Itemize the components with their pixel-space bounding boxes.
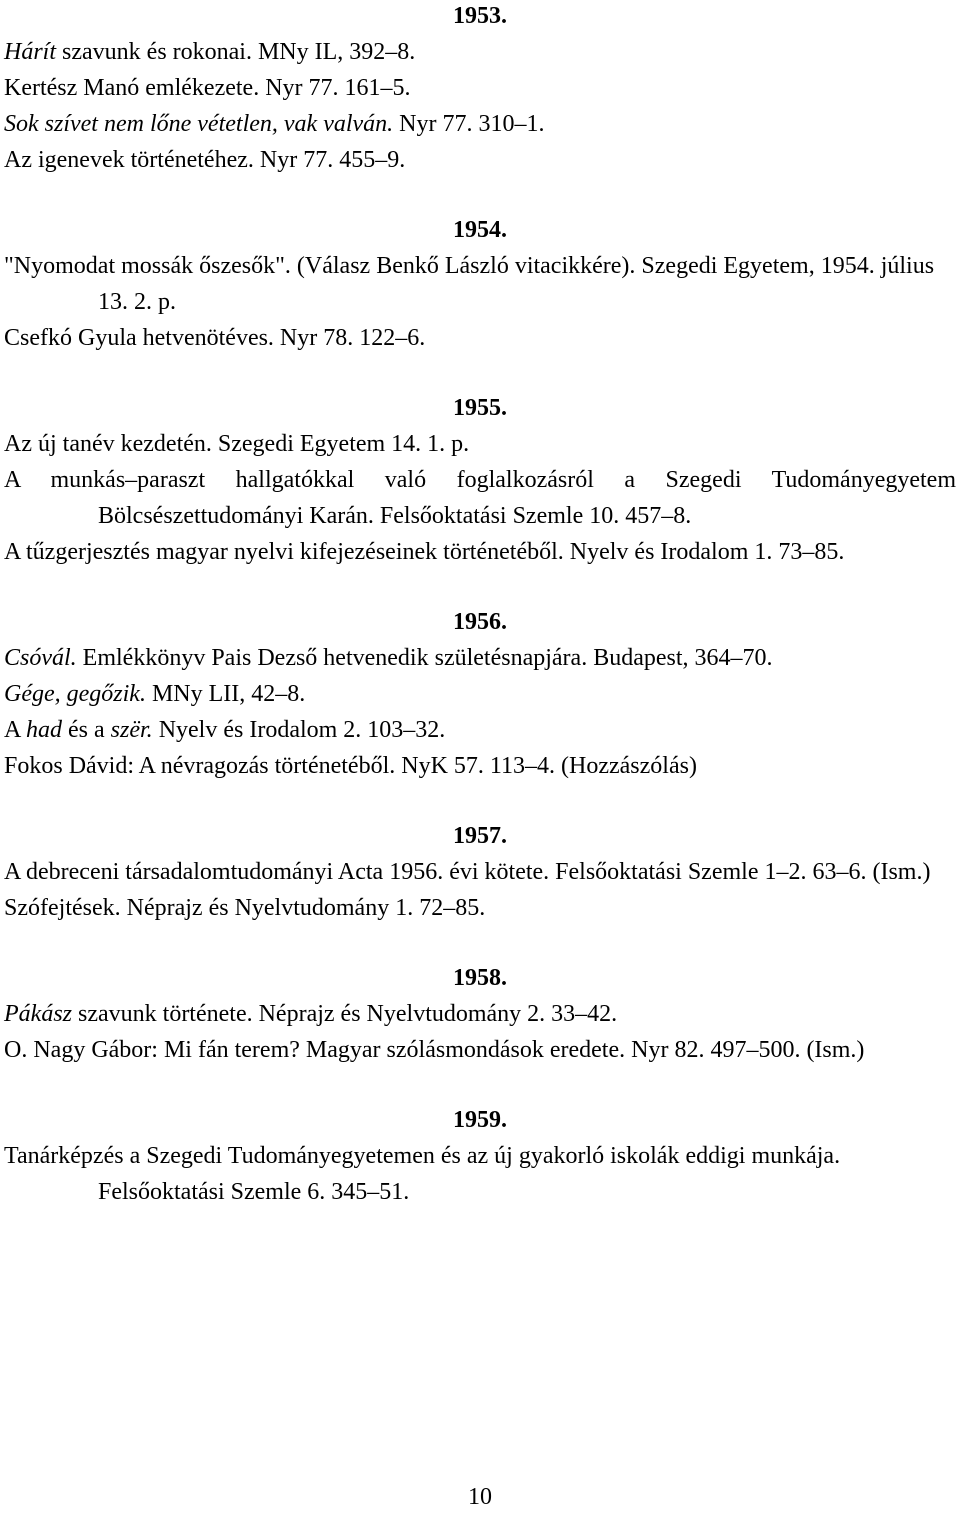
year-section-1953 bbox=[4, 0, 956, 178]
year-section-1954 bbox=[4, 212, 956, 356]
bibliography-entry bbox=[4, 70, 956, 106]
text-run: O. Nagy Gábor: Mi fán terem? Magyar szólásmondások eredete. Nyr 82. 497–500. (Ism.) bbox=[4, 1037, 865, 1063]
page-number: 10 bbox=[468, 1484, 492, 1510]
text-run: Emlékkönyv Pais Dezső hetvenedik születésnapjára. Budapest, 364–70. bbox=[76, 645, 773, 671]
text-run: Nyelv és Irodalom 2. 103–32. bbox=[152, 717, 446, 743]
bibliography-entry bbox=[4, 676, 956, 712]
year-heading: 1954. bbox=[453, 217, 507, 243]
year-section-1959 bbox=[4, 1102, 956, 1210]
text-run: Kertész Manó emlékezete. Nyr 77. 161–5. bbox=[4, 75, 411, 101]
bibliography-entry bbox=[4, 640, 956, 676]
bibliography-entry bbox=[4, 34, 956, 70]
year-heading: 1956. bbox=[453, 609, 507, 635]
text-run: szavunk története. Néprajz és Nyelvtudomány 2. 33–42. bbox=[72, 1001, 618, 1027]
text-run: A bbox=[4, 717, 27, 743]
text-run: és a bbox=[62, 717, 111, 743]
italic-text-run: Csóvál. bbox=[4, 645, 77, 671]
bibliography-entry bbox=[4, 106, 956, 142]
italic-text-run: Sok szívet nem lőne vétetlen, vak valván. bbox=[4, 111, 394, 137]
text-run: Tanárképzés a Szegedi Tudományegyetemen és az új gyakorló iskolák eddigi munkája. Felsőoktatási Szemle 6. 345–51. bbox=[4, 1143, 841, 1205]
year-heading: 1953. bbox=[453, 3, 507, 29]
italic-text-run: Pákász bbox=[4, 1001, 72, 1027]
bibliography-entry bbox=[4, 890, 956, 926]
text-run: A debreceni társadalomtudományi Acta 1956. évi kötete. Felsőoktatási Szemle 1–2. 63–6. (Ism.) bbox=[4, 859, 931, 885]
italic-text-run: szër. bbox=[110, 717, 153, 743]
bibliography-entry bbox=[4, 996, 956, 1032]
bibliography-entry bbox=[4, 142, 956, 178]
text-run: "Nyomodat mossák őszesők". (Válasz Benkő László vitacikkére). Szegedi Egyetem, 1954. július 13. 2. p. bbox=[4, 253, 935, 315]
year-heading: 1959. bbox=[453, 1107, 507, 1133]
year-section-1957 bbox=[4, 818, 956, 926]
text-run: A tűzgerjesztés magyar nyelvi kifejezéseinek történetéből. Nyelv és Irodalom 1. 73–85. bbox=[4, 539, 845, 565]
bibliography-entry bbox=[4, 712, 956, 748]
italic-text-run: Hárít bbox=[4, 39, 57, 65]
bibliography-entry bbox=[4, 426, 956, 462]
text-run: szavunk és rokonai. MNy IL, 392–8. bbox=[56, 39, 416, 65]
year-section-1955 bbox=[4, 390, 956, 570]
italic-text-run: had bbox=[26, 717, 63, 743]
text-run: Szófejtések. Néprajz és Nyelvtudomány 1. 72–85. bbox=[4, 895, 486, 921]
bibliography-page bbox=[4, 0, 956, 1210]
bibliography-entry bbox=[4, 534, 956, 570]
year-heading: 1957. bbox=[453, 823, 507, 849]
year-section-1956 bbox=[4, 604, 956, 784]
italic-text-run: Gége, gegőzik. bbox=[4, 681, 146, 707]
text-run: A munkás–paraszt hallgatókkal való foglalkozásról a Szegedi Tudományegyetem Bölcsészettudományi Karán. Felsőoktatási Szemle 10. 457–8. bbox=[4, 467, 956, 529]
year-heading: 1955. bbox=[453, 395, 507, 421]
text-run: MNy LII, 42–8. bbox=[145, 681, 306, 707]
bibliography-entry bbox=[4, 1032, 956, 1068]
text-run: Csefkó Gyula hetvenötéves. Nyr 78. 122–6. bbox=[4, 325, 426, 351]
text-run: Nyr 77. 310–1. bbox=[393, 111, 545, 137]
bibliography-entry bbox=[4, 854, 956, 890]
text-run: Fokos Dávid: A névragozás történetéből. NyK 57. 113–4. (Hozzászólás) bbox=[4, 753, 697, 779]
bibliography-entry bbox=[4, 748, 956, 784]
bibliography-entry bbox=[4, 320, 956, 356]
text-run: Az új tanév kezdetén. Szegedi Egyetem 14. 1. p. bbox=[4, 431, 470, 457]
year-section-1958 bbox=[4, 960, 956, 1068]
bibliography-entry bbox=[4, 1138, 956, 1210]
bibliography-entry bbox=[4, 462, 956, 534]
text-run: Az igenevek történetéhez. Nyr 77. 455–9. bbox=[4, 147, 406, 173]
bibliography-entry bbox=[4, 248, 956, 320]
year-heading: 1958. bbox=[453, 965, 507, 991]
